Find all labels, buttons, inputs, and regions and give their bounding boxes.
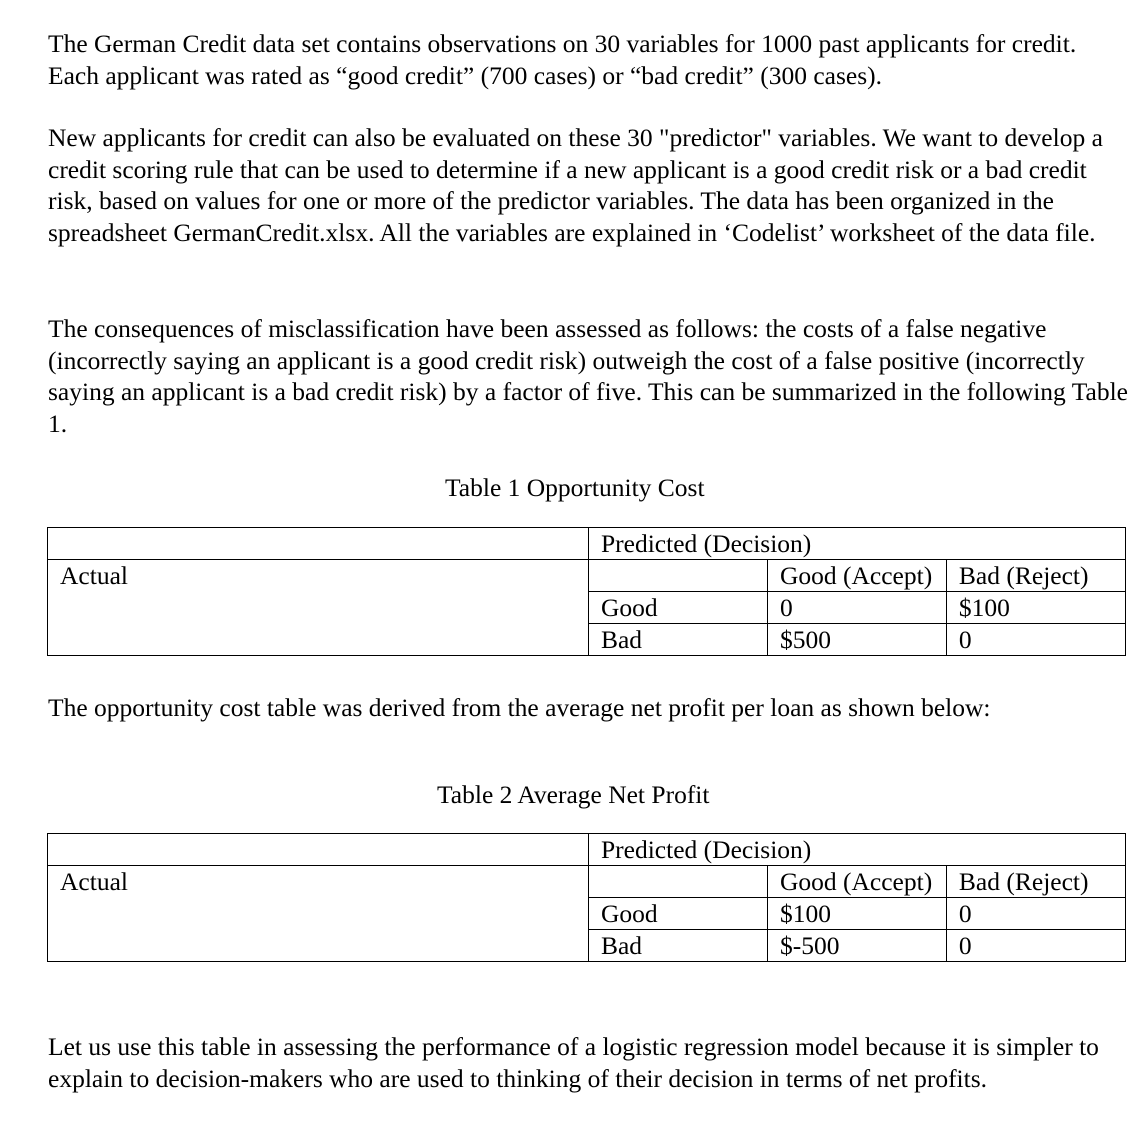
- cell-good-accept: $100: [767, 898, 946, 930]
- col-header-bad-reject: Bad (Reject): [946, 866, 1125, 898]
- table-row: [48, 560, 1126, 592]
- average-net-profit-table: [47, 833, 1126, 962]
- table-row: [48, 834, 1126, 866]
- table2-caption: Table 2 Average Net Profit: [437, 780, 710, 809]
- cell-good-reject: 0: [946, 898, 1125, 930]
- predicted-header: Predicted (Decision): [588, 834, 1125, 866]
- actual-label: Actual: [48, 866, 589, 962]
- conclusion-paragraph: Let us use this table in assessing the performance of a logistic regression model because it is simpler to explain to decision-makers who are used to thinking of their decision in terms of net profits.: [48, 1032, 1099, 1093]
- table-cell-empty: [48, 834, 589, 866]
- col-header-good-accept: Good (Accept): [767, 560, 946, 592]
- table1-caption: Table 1 Opportunity Cost: [445, 473, 705, 502]
- derived-paragraph: The opportunity cost table was derived from the average net profit per loan as shown below:: [48, 693, 991, 722]
- table-cell-empty: [588, 560, 767, 592]
- cell-bad-accept: $500: [767, 624, 946, 656]
- opportunity-cost-table: [47, 527, 1126, 656]
- table-row: [48, 528, 1126, 560]
- cell-bad-reject: 0: [946, 930, 1125, 962]
- cell-good-accept: 0: [767, 592, 946, 624]
- row-label-good: Good: [588, 592, 767, 624]
- row-label-bad: Bad: [588, 930, 767, 962]
- col-header-good-accept: Good (Accept): [767, 866, 946, 898]
- row-label-bad: Bad: [588, 624, 767, 656]
- costs-paragraph: The consequences of misclassification have been assessed as follows: the costs of a false negative (incorrectly saying an applicant is a good credit risk) outweigh the cost of a false positive (incorrectly saying an applicant is a bad credit risk) by a factor of five. This can be summarized in the following Table 1.: [48, 314, 1128, 438]
- predicted-header: Predicted (Decision): [588, 528, 1125, 560]
- table-cell-empty: [588, 866, 767, 898]
- cell-good-reject: $100: [946, 592, 1125, 624]
- col-header-bad-reject: Bad (Reject): [946, 560, 1125, 592]
- cell-bad-reject: 0: [946, 624, 1125, 656]
- row-label-good: Good: [588, 898, 767, 930]
- goal-paragraph: New applicants for credit can also be evaluated on these 30 "predictor" variables. We want to develop a credit scoring rule that can be used to determine if a new applicant is a good credit risk or a bad credit risk, based on values for one or more of the predictor variables. The data has been organized in the spreadsheet GermanCredit.xlsx. All the variables are explained in ‘Codelist’ worksheet of the data file.: [48, 123, 1103, 247]
- table-cell-empty: [48, 528, 589, 560]
- cell-bad-accept: $-500: [767, 930, 946, 962]
- table-row: [48, 866, 1126, 898]
- intro-paragraph: The German Credit data set contains observations on 30 variables for 1000 past applicants for credit. Each applicant was rated as “good credit” (700 cases) or “bad credit” (300 cases).: [48, 29, 1077, 90]
- actual-label: Actual: [48, 560, 589, 656]
